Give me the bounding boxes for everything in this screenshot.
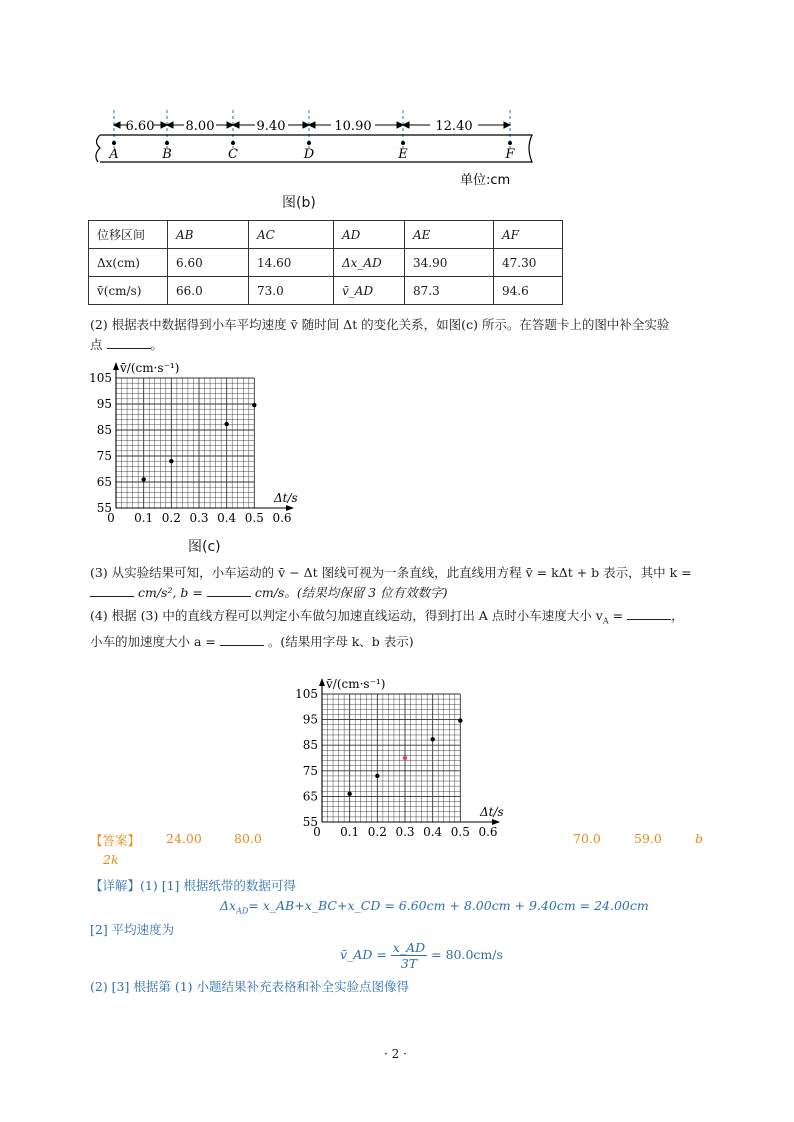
equation-2: v̄_AD = $\frac{x\_AD}{3T}$ = 80.0cm/s <box>340 940 503 971</box>
answer-value: 70.0 <box>573 831 601 846</box>
data-point <box>141 477 145 481</box>
data-table <box>88 220 563 305</box>
paper-tape-figure <box>90 100 540 195</box>
figure-b-caption: 图(b) <box>282 195 316 211</box>
x-tick-label: 0.3 <box>395 825 415 839</box>
table-cell: 6.60 <box>168 249 249 277</box>
y-tick-label: 105 <box>295 687 318 701</box>
answer-blank <box>220 632 264 646</box>
data-point <box>169 459 173 463</box>
x-tick-label: 0.4 <box>423 825 443 839</box>
grid <box>116 378 254 508</box>
table-cell: AD <box>334 221 405 249</box>
data-point <box>430 737 434 741</box>
page-number: · 2 · <box>384 1047 407 1061</box>
table-cell: AB <box>168 221 249 249</box>
detail-line: (2) [3] 根据第 (1) 小题结果补充表格和补全实验点图像得 <box>90 979 410 994</box>
detail-line: 【详解】(1) [1] 根据纸带的数据可得 <box>90 878 296 893</box>
spacing-ef: 12.40 <box>435 119 473 134</box>
point-label: C <box>228 147 238 162</box>
question-2-text2: 点 <box>90 337 103 352</box>
x-axis-label: Δt/s <box>274 491 298 505</box>
x-tick-label: 0.5 <box>244 511 264 525</box>
answer-blank <box>107 335 151 349</box>
y-tick-label: 95 <box>96 397 112 411</box>
answer-blank <box>90 583 134 597</box>
table-cell: 位移区间 <box>89 221 168 249</box>
spacing-ab: 6.60 <box>125 119 155 134</box>
y-tick-label: 55 <box>302 815 318 829</box>
y-tick-label: 95 <box>302 712 318 727</box>
table-cell: 34.90 <box>405 249 494 277</box>
y-tick-label: 85 <box>96 423 112 437</box>
point-label: E <box>398 147 408 162</box>
detail-line: [2] 平均速度为 <box>90 922 175 937</box>
x-tick-label: 0.2 <box>367 825 387 839</box>
question-4-line1: (4) 根据 (3) 中的直线方程可以判定小车做匀加速直线运动，得到打出 A 点时小车速度大小 v <box>90 608 603 623</box>
question-3 <box>90 563 730 603</box>
answer-graph <box>292 672 512 842</box>
question-4-line2b: 。(结果用字母 k、b 表示) <box>267 633 414 649</box>
question-4: (4) 根据 (3) 中的直线方程可以判定小车做匀加速直线运动，得到打出 A 点时小车速度大小 $v_A$ = ， 小车的加速度大小 a = 。(结果用字母 k、b 表示) <box>90 608 684 649</box>
x-tick-label: 0.3 <box>189 511 209 525</box>
y-tick-label: 65 <box>302 789 318 804</box>
table-cell: v̄(cm/s) <box>89 277 168 305</box>
x-tick-label: 0.4 <box>217 511 237 525</box>
answer-value: 24.00 <box>166 831 202 846</box>
point-label: F <box>505 147 515 162</box>
spacing-de: 10.90 <box>334 119 372 134</box>
answer-label: 【答案】 <box>90 833 141 848</box>
x-tick-label: 0.1 <box>340 825 360 839</box>
unit-label: 单位:cm <box>460 173 511 188</box>
graph-c <box>88 360 318 530</box>
x-tick-label: 0.5 <box>450 825 470 839</box>
grid <box>322 694 460 822</box>
question-2: (2) 根据表中数据得到小车平均速度 v̄ 随时间 Δt 的变化关系，如图(c) 所示。在答题卡上的图中补全实验 点 。 <box>90 317 670 352</box>
answer-value: b <box>695 831 704 846</box>
x-tick-label: 0.6 <box>478 825 498 839</box>
x-tick-label: 0.2 <box>161 511 181 525</box>
question-2-text: (2) 根据表中数据得到小车平均速度 v̄ 随时间 Δt 的变化关系，如图(c) 所示。在答题卡上的图中补全实验 <box>90 317 670 332</box>
answer-blank <box>207 583 251 597</box>
table-cell: 73.0 <box>249 277 334 305</box>
y-tick-label: 105 <box>89 371 112 385</box>
x-tick-label: 0.6 <box>272 511 292 525</box>
question-3-line2b: cm/s。(结果均保留 3 位有效数字) <box>254 585 448 600</box>
y-axis-label: v̄/(cm·s⁻¹) <box>326 677 386 691</box>
data-point <box>252 403 256 407</box>
y-tick-label: 55 <box>96 501 112 515</box>
data-point <box>224 422 228 426</box>
table-cell: AC <box>249 221 334 249</box>
table-cell: AE <box>405 221 494 249</box>
table-cell: 14.60 <box>249 249 334 277</box>
question-4-line2a: 小车的加速度大小 a = <box>90 633 216 649</box>
x-tick-label: 0 <box>107 511 115 525</box>
answer-value: 59.0 <box>634 831 662 846</box>
table-cell: 94.6 <box>494 277 563 305</box>
point-label: D <box>303 147 315 162</box>
table-cell: 87.3 <box>405 277 494 305</box>
data-point <box>458 718 462 722</box>
table-cell: 47.30 <box>494 249 563 277</box>
answer-blank <box>627 606 671 620</box>
spacing-cd: 9.40 <box>256 119 286 134</box>
table-row <box>89 277 563 305</box>
point-label: B <box>162 147 172 162</box>
y-tick-label: 85 <box>302 738 318 753</box>
answer-value: 2k <box>103 852 119 867</box>
table-cell: v̄_AD <box>334 277 405 305</box>
x-tick-label: 0.1 <box>134 511 154 525</box>
point-label: A <box>109 147 119 162</box>
table-cell: Δx(cm) <box>89 249 168 277</box>
y-axis-label: v̄/(cm·s⁻¹) <box>120 361 180 375</box>
y-tick-label: 75 <box>302 763 318 778</box>
table-row <box>89 249 563 277</box>
answer-value: 80.0 <box>234 831 262 846</box>
data-point <box>403 756 407 760</box>
data-point <box>375 774 379 778</box>
data-point <box>347 792 351 796</box>
y-tick-label: 65 <box>96 475 112 489</box>
equation-1: $\Delta x_{AD}=$ x_AB+x_BC+x_CD = 6.60cm + 8.00cm + 9.40cm = 24.00cm <box>220 898 649 916</box>
table-cell: Δx_AD <box>334 249 405 277</box>
x-axis-label: Δt/s <box>480 805 504 819</box>
question-3-line2a: cm/s², b = <box>137 585 203 600</box>
table-row <box>89 221 563 249</box>
y-tick-label: 75 <box>96 449 112 463</box>
table-cell: 66.0 <box>168 277 249 305</box>
question-3-line1: (3) 从实验结果可知，小车运动的 v̄ − Δt 图线可视为一条直线，此直线用方程 v̄ = kΔt + b 表示，其中 k = <box>90 565 692 580</box>
spacing-bc: 8.00 <box>185 119 215 134</box>
figure-c-caption: 图(c) <box>188 539 221 555</box>
table-cell: AF <box>494 221 563 249</box>
x-tick-label: 0 <box>313 825 321 839</box>
